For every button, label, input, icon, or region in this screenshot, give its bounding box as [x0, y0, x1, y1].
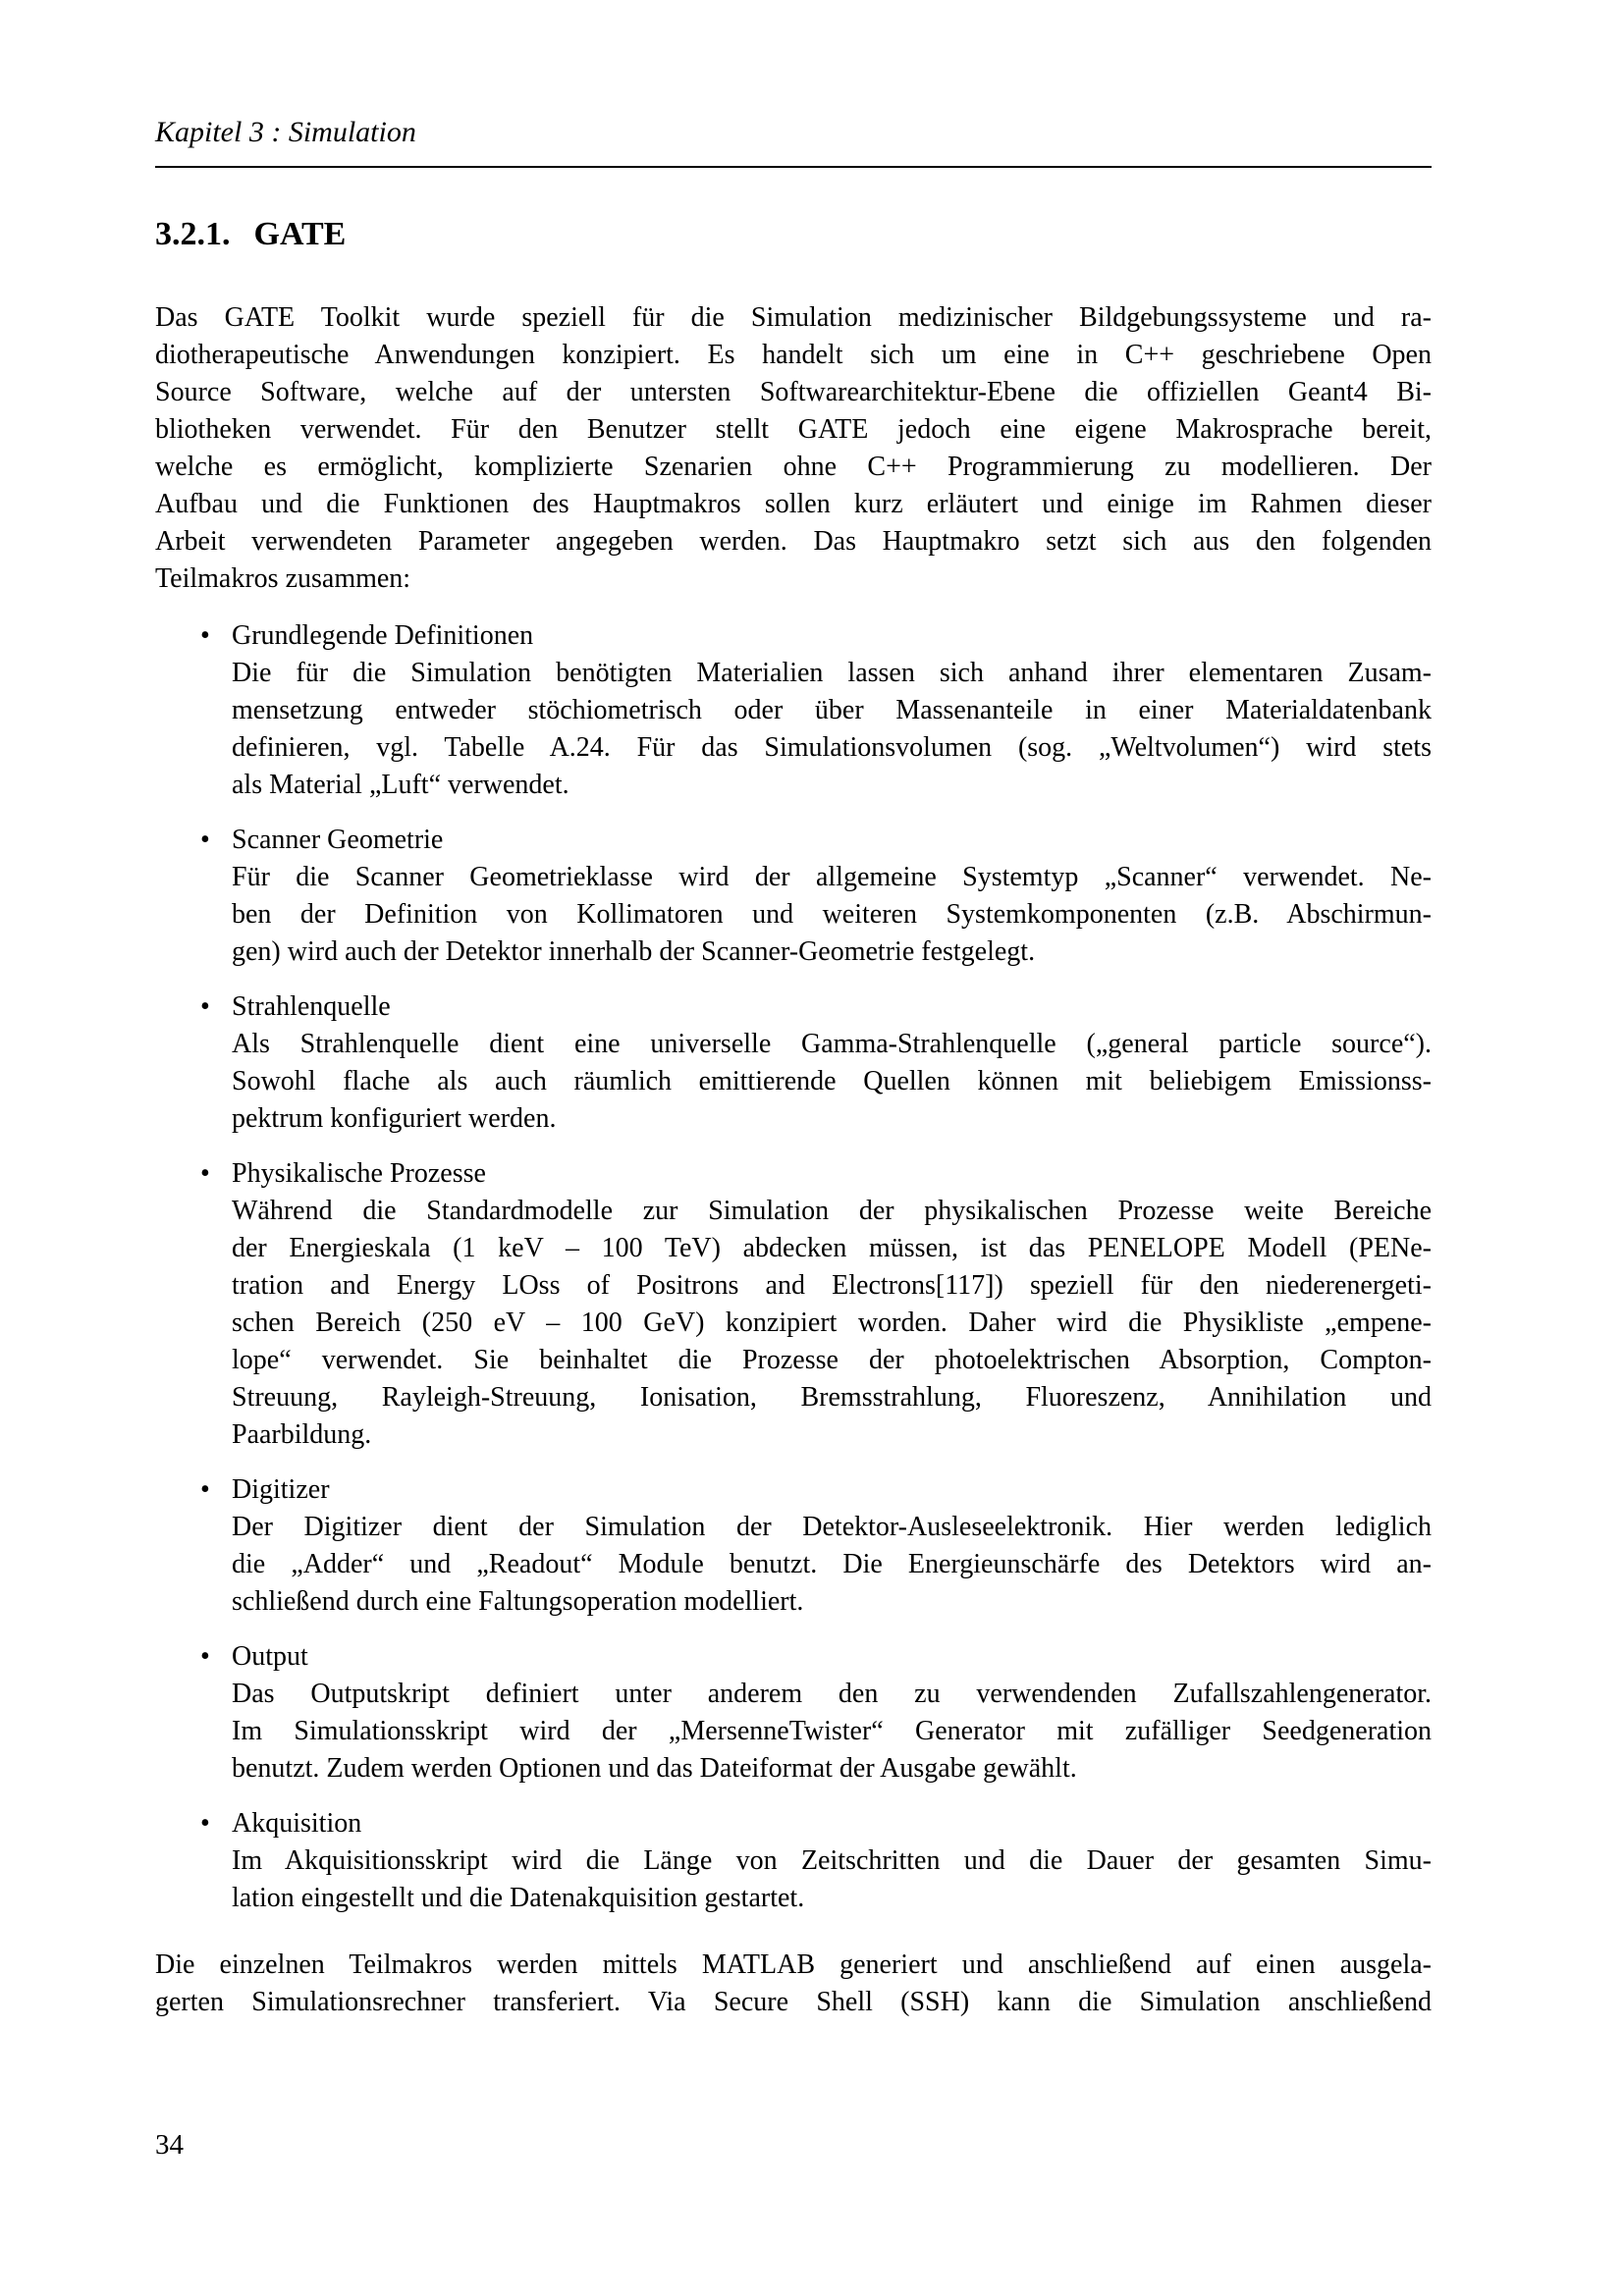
text-line: als Material „Luft“ verwendet.: [232, 770, 569, 800]
text-line: pektrum konfiguriert werden.: [232, 1103, 557, 1134]
bullet-body: [232, 859, 1432, 971]
text-line: bliotheken verwendet. Für den Benutzer stellt GATE jedoch eine eigene Makrosprache bereit,: [155, 414, 1432, 445]
running-header: [155, 0, 1432, 168]
text-line: schen Bereich (250 eV – 100 GeV) konzipiert worden. Daher wird die Physikliste „empene-: [232, 1308, 1432, 1338]
bullet-icon: [200, 617, 210, 655]
text-line: diotherapeutische Anwendungen konzipiert. Es handelt sich um eine in C++ geschriebene Open: [155, 340, 1432, 370]
text-line: benutzt. Zudem werden Optionen und das Dateiformat der Ausgabe gewählt.: [232, 1753, 1077, 1784]
bullet-icon: [200, 1155, 210, 1193]
bullet-icon: [200, 822, 210, 859]
text-line: mensetzung entweder stöchiometrisch oder über Massenanteile in einer Materialdatenbank: [232, 695, 1432, 725]
text-line: Aufbau und die Funktionen des Hauptmakros sollen kurz erläutert und einige im Rahmen dieser: [155, 489, 1432, 519]
list-item: [155, 822, 1432, 971]
bullet-body: [232, 655, 1432, 804]
bullet-title: Digitizer: [232, 1474, 330, 1505]
running-header-title: Kapitel 3 : Simulation: [155, 116, 416, 148]
text-line: ben der Definition von Kollimatoren und weiteren Systemkomponenten (z.B. Abschirmun-: [232, 899, 1432, 930]
text-line: Die für die Simulation benötigten Materialien lassen sich anhand ihrer elementaren Zusam-: [232, 658, 1432, 688]
text-line: Im Simulationsskript wird der „MersenneTwister“ Generator mit zufälliger Seedgeneration: [232, 1716, 1432, 1746]
text-line: Sowohl flache als auch räumlich emittierende Quellen können mit beliebigem Emissionss-: [232, 1066, 1432, 1096]
page-content: [155, 0, 1432, 2021]
section-heading: [155, 213, 1432, 256]
text-line: Während die Standardmodelle zur Simulation der physikalischen Prozesse weite Bereiche: [232, 1196, 1432, 1226]
text-line: Paarbildung.: [232, 1419, 372, 1450]
text-line: Teilmakros zusammen:: [155, 563, 411, 594]
bullet-body: [232, 1193, 1432, 1454]
text-line: Die einzelnen Teilmakros werden mittels MATLAB generiert und anschließend auf einen ausgela-: [155, 1949, 1432, 1980]
text-line: tration and Energy LOss of Positrons and Electrons[117]) speziell für den niederenergeti-: [232, 1270, 1432, 1301]
bullet-body: [232, 1026, 1432, 1138]
text-line: gen) wird auch der Detektor innerhalb der Scanner-Geometrie festgelegt.: [232, 936, 1036, 967]
list-item: [155, 1155, 1432, 1454]
bullet-title: Akquisition: [232, 1808, 362, 1839]
text-line: Für die Scanner Geometrieklasse wird der allgemeine Systemtyp „Scanner“ verwendet. Ne-: [232, 862, 1432, 892]
text-line: Als Strahlenquelle dient eine universelle Gamma-Strahlenquelle („general particle source“).: [232, 1029, 1432, 1059]
page-number: 34: [155, 2129, 184, 2161]
closing-paragraph: [155, 1947, 1432, 2021]
bullet-title: Strahlenquelle: [232, 991, 391, 1022]
text-line: lation eingestellt und die Datenakquisition gestartet.: [232, 1883, 805, 1913]
list-item: [155, 1471, 1432, 1621]
bullet-title: Physikalische Prozesse: [232, 1158, 486, 1189]
text-line: welche es ermöglicht, komplizierte Szenarien ohne C++ Programmierung zu modellieren. Der: [155, 452, 1432, 482]
bullet-body: [232, 1676, 1432, 1788]
text-line: lope“ verwendet. Sie beinhaltet die Prozesse der photoelektrischen Absorption, Compton-: [232, 1345, 1432, 1375]
bullet-body: [232, 1842, 1432, 1917]
text-line: Source Software, welche auf der untersten Softwarearchitektur-Ebene die offiziellen Geant4 Bi-: [155, 377, 1432, 407]
text-line: Im Akquisitionsskript wird die Länge von Zeitschritten und die Dauer der gesamten Simu-: [232, 1845, 1432, 1876]
list-item: [155, 1638, 1432, 1788]
bullet-title: Scanner Geometrie: [232, 825, 444, 855]
bullet-icon: [200, 1805, 210, 1842]
text-line: definieren, vgl. Tabelle A.24. Für das Simulationsvolumen (sog. „Weltvolumen“) wird stets: [232, 732, 1432, 763]
bullet-icon: [200, 1471, 210, 1509]
text-line: Das Outputskript definiert unter anderem den zu verwendenden Zufallszahlengenerator.: [232, 1679, 1432, 1709]
header-rule: [155, 166, 1432, 168]
text-line: Streuung, Rayleigh-Streuung, Ionisation, Bremsstrahlung, Fluoreszenz, Annihilation und: [232, 1382, 1432, 1413]
text-line: Der Digitizer dient der Simulation der Detektor-Ausleseelektronik. Hier werden lediglich: [232, 1512, 1432, 1542]
text-line: Arbeit verwendeten Parameter angegeben werden. Das Hauptmakro setzt sich aus den folgenden: [155, 526, 1432, 557]
text-line: die „Adder“ und „Readout“ Module benutzt. Die Energieunschärfe des Detektors wird an-: [232, 1549, 1432, 1579]
text-line: schließend durch eine Faltungsoperation modelliert.: [232, 1586, 804, 1617]
bullet-icon: [200, 988, 210, 1026]
bullet-body: [232, 1509, 1432, 1621]
bullet-title: Grundlegende Definitionen: [232, 620, 534, 651]
section-title: GATE: [253, 216, 347, 252]
text-line: der Energieskala (1 keV – 100 TeV) abdecken müssen, ist das PENELOPE Modell (PENe-: [232, 1233, 1432, 1263]
bullet-list: [155, 617, 1432, 1917]
list-item: [155, 1805, 1432, 1917]
bullet-icon: [200, 1638, 210, 1676]
list-item: [155, 617, 1432, 804]
bullet-title: Output: [232, 1641, 308, 1672]
intro-paragraph: [155, 299, 1432, 598]
text-line: gerten Simulationsrechner transferiert. Via Secure Shell (SSH) kann die Simulation anschließend: [155, 1987, 1432, 2017]
list-item: [155, 988, 1432, 1138]
section-number: 3.2.1.: [155, 216, 231, 252]
text-line: Das GATE Toolkit wurde speziell für die Simulation medizinischer Bildgebungssysteme und ra-: [155, 302, 1432, 333]
